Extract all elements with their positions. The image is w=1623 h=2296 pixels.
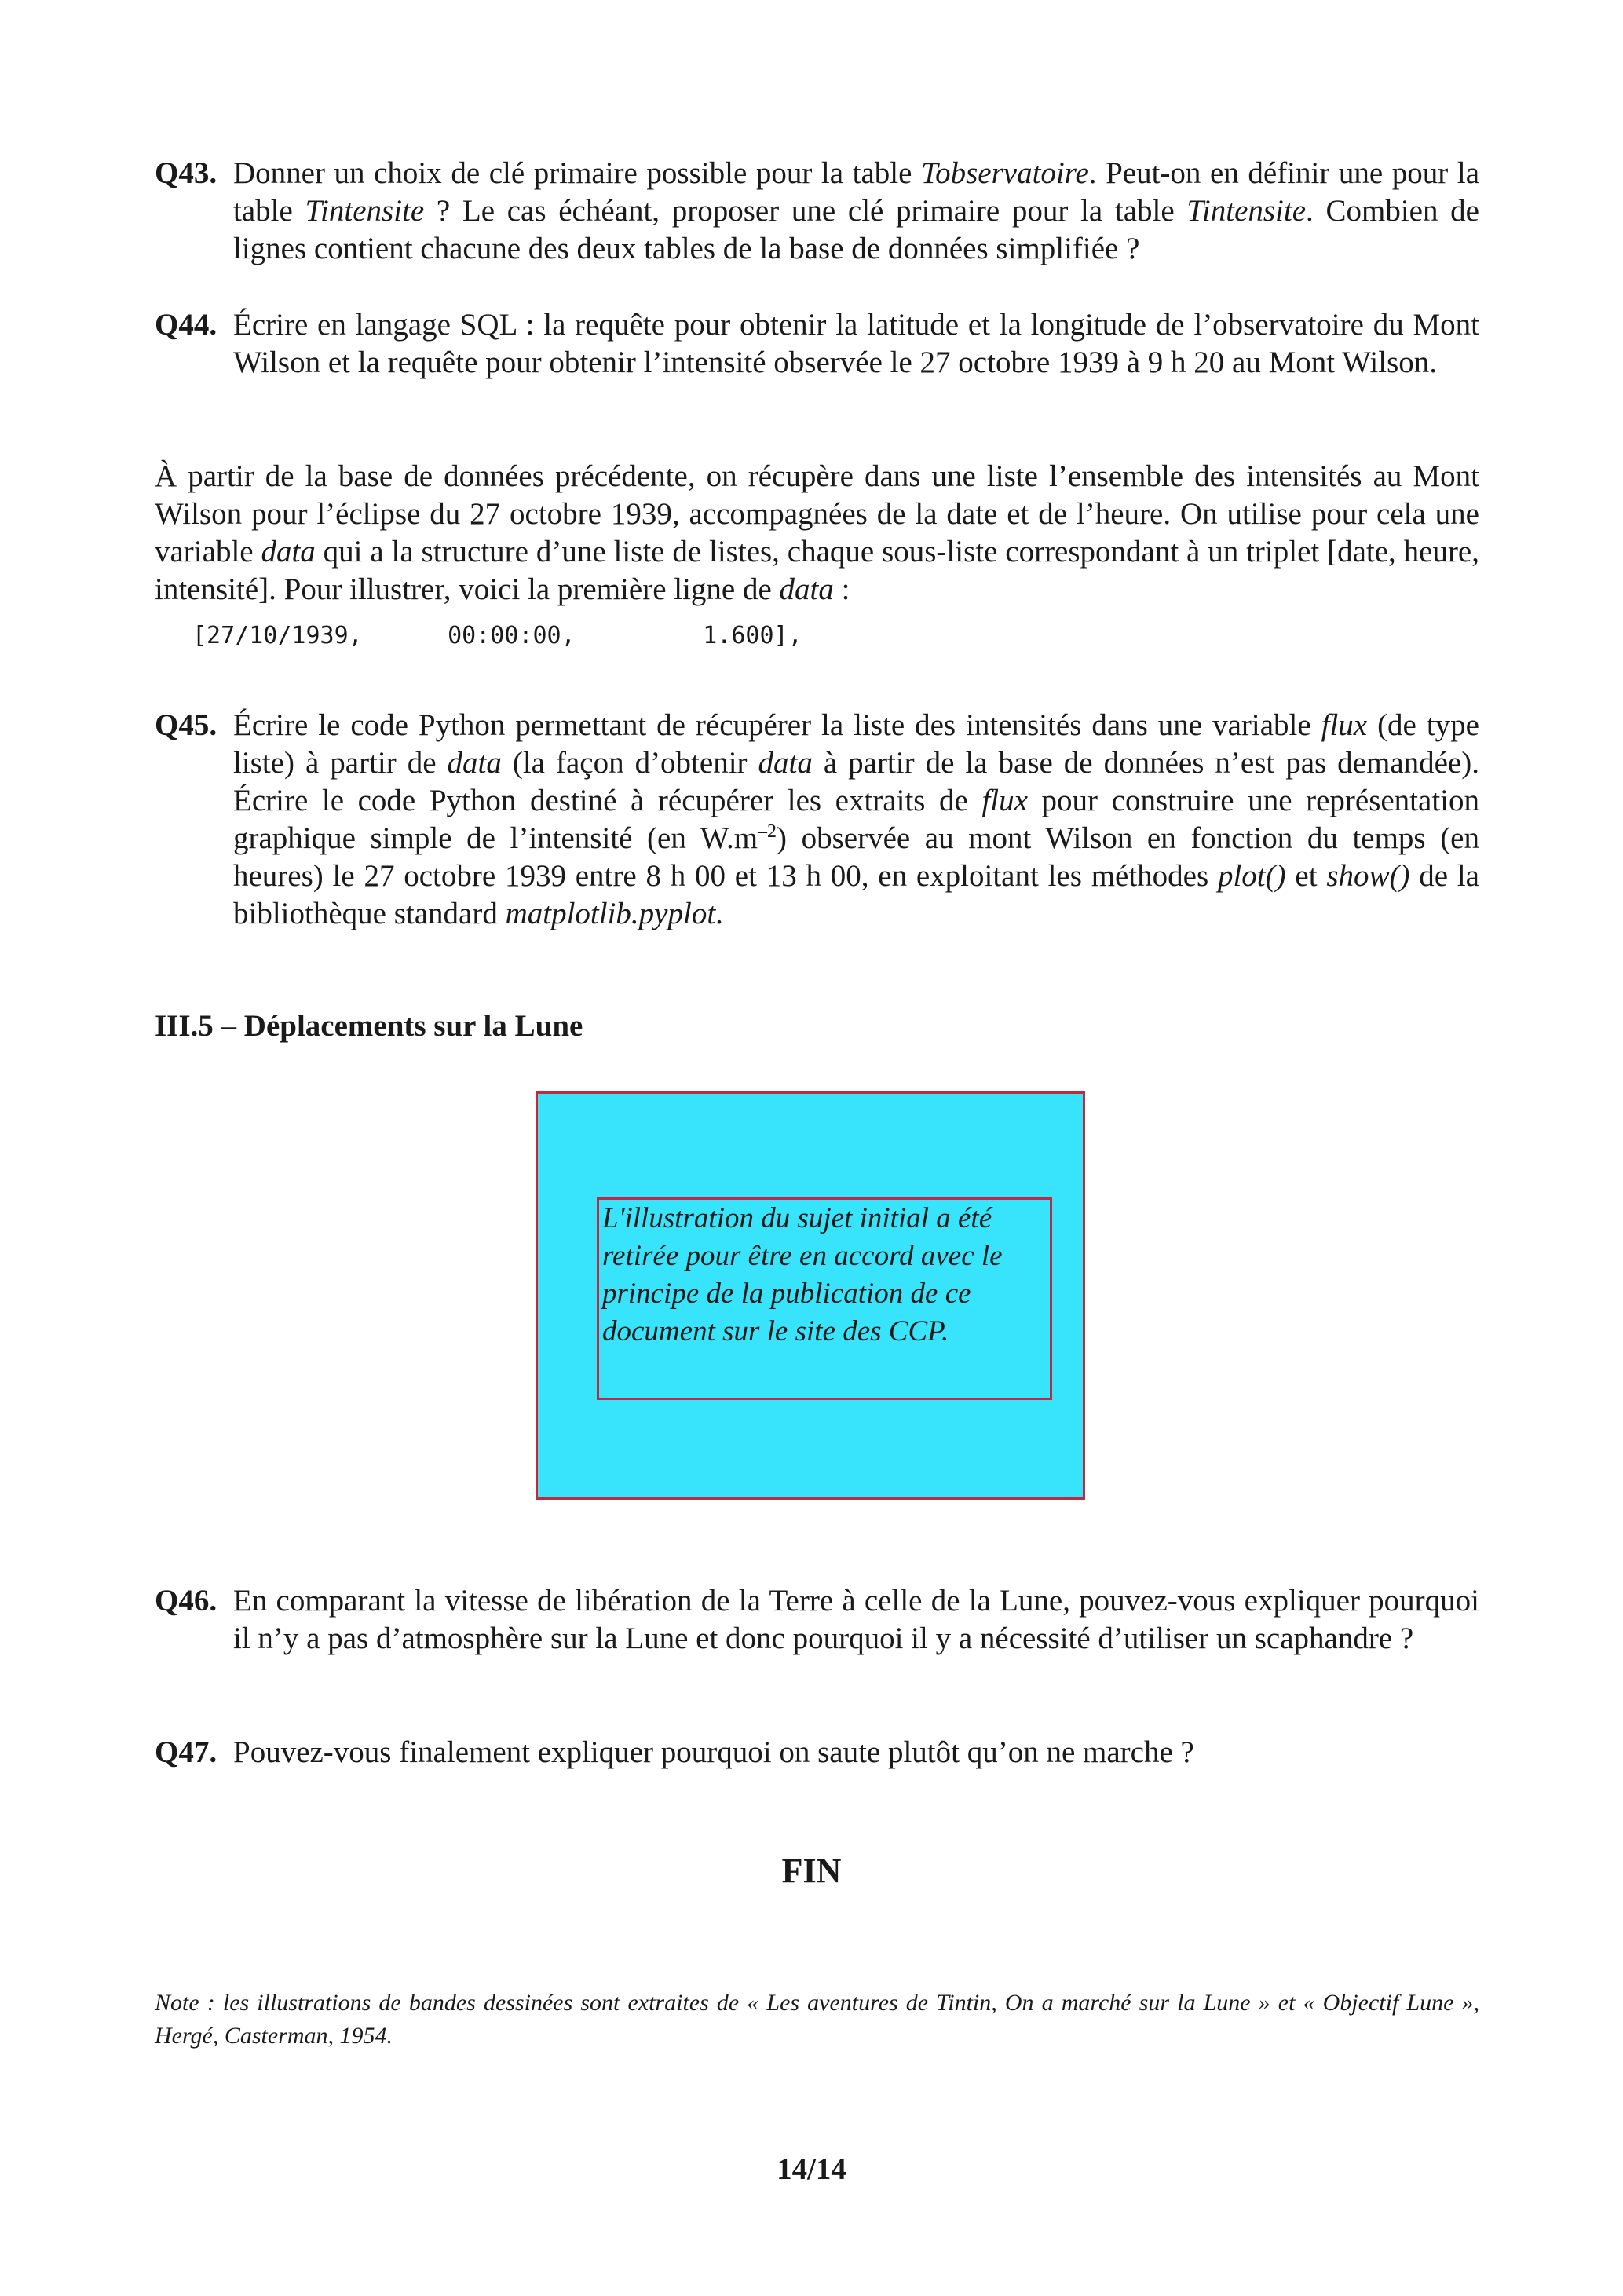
question-text: Pouvez-vous finalement expliquer pourquoi on saute plutôt qu’on ne marche ? <box>233 1735 1194 1769</box>
question-text: Donner un choix de clé primaire possible pour la table Tobservatoire. Peut-on en définir une pour la table Tintensite ? Le cas échéant, proposer une clé primaire pour la table Tintensite. Combien de lignes contient chacune des deux tables de la base de données simplifiée ? <box>233 156 1480 265</box>
question-number: Q45. <box>155 708 217 742</box>
end-marker: FIN <box>781 1852 842 1890</box>
question-text: Écrire en langage SQL : la requête pour obtenir la latitude et la longitude de l’observatoire du Mont Wilson et la requête pour obtenir l’intensité observée le 27 octobre 1939 à 9 h 20 au Mont Wilson. <box>233 308 1479 379</box>
question-45 <box>155 707 1479 933</box>
question-46 <box>155 1582 1479 1658</box>
intro-paragraph: À partir de la base de données précédente, on récupère dans une liste l’ensemble des intensités au Mont Wilson pour l’éclipse du 27 octobre 1939, accompagnées de la date et de l’heure. On utilise pour cela une variable data qui a la structure d’une liste de listes, chaque sous-liste correspondant à un triplet [date, heure, intensité]. Pour illustrer, voici la première ligne de data : <box>155 459 1479 606</box>
illustration-placeholder <box>536 1091 1085 1500</box>
footnote: Note : les illustrations de bandes dessinées sont extraites de « Les aventures de Tintin, On a marché sur la Lune » et « Objectif Lune », Hergé, Casterman, 1954. <box>155 1990 1479 2049</box>
data-example-code: [27/10/1939, 00:00:00, 1.600], <box>192 622 802 649</box>
section-heading: III.5 – Déplacements sur la Lune <box>155 1009 583 1043</box>
question-44 <box>155 306 1479 382</box>
question-text: En comparant la vitesse de libération de la Terre à celle de la Lune, pouvez-vous expliquer pourquoi il n’y a pas d’atmosphère sur la Lune et donc pourquoi il y a nécessité d’utiliser un scaphandre ? <box>233 1584 1479 1655</box>
question-number: Q44. <box>155 308 217 342</box>
illustration-removed-note: L'illustration du sujet initial a été retirée pour être en accord avec le principe de la publication de ce document sur le site des CCP. <box>597 1197 1052 1400</box>
question-43 <box>155 155 1479 268</box>
question-number: Q46. <box>155 1584 217 1618</box>
question-text: Écrire le code Python permettant de récupérer la liste des intensités dans une variable flux (de type liste) à partir de data (la façon d’obtenir data à partir de la base de données n’est pas demandée). Écrire le code Python destiné à récupérer les extraits de flux pour construire une représentation graphique simple de l’intensité (en $W.m^{-2}$) observée au mont Wilson en fonction du temps (en heures) le 27 octobre 1939 entre 8 h 00 et 13 h 00, en exploitant les méthodes plot() et show() de la bibliothèque standard matplotlib.pyplot. <box>233 708 1479 930</box>
question-number: Q47. <box>155 1735 217 1769</box>
question-47 <box>155 1734 1479 1771</box>
question-number: Q43. <box>155 156 217 190</box>
page-number: 14/14 <box>777 2152 846 2186</box>
